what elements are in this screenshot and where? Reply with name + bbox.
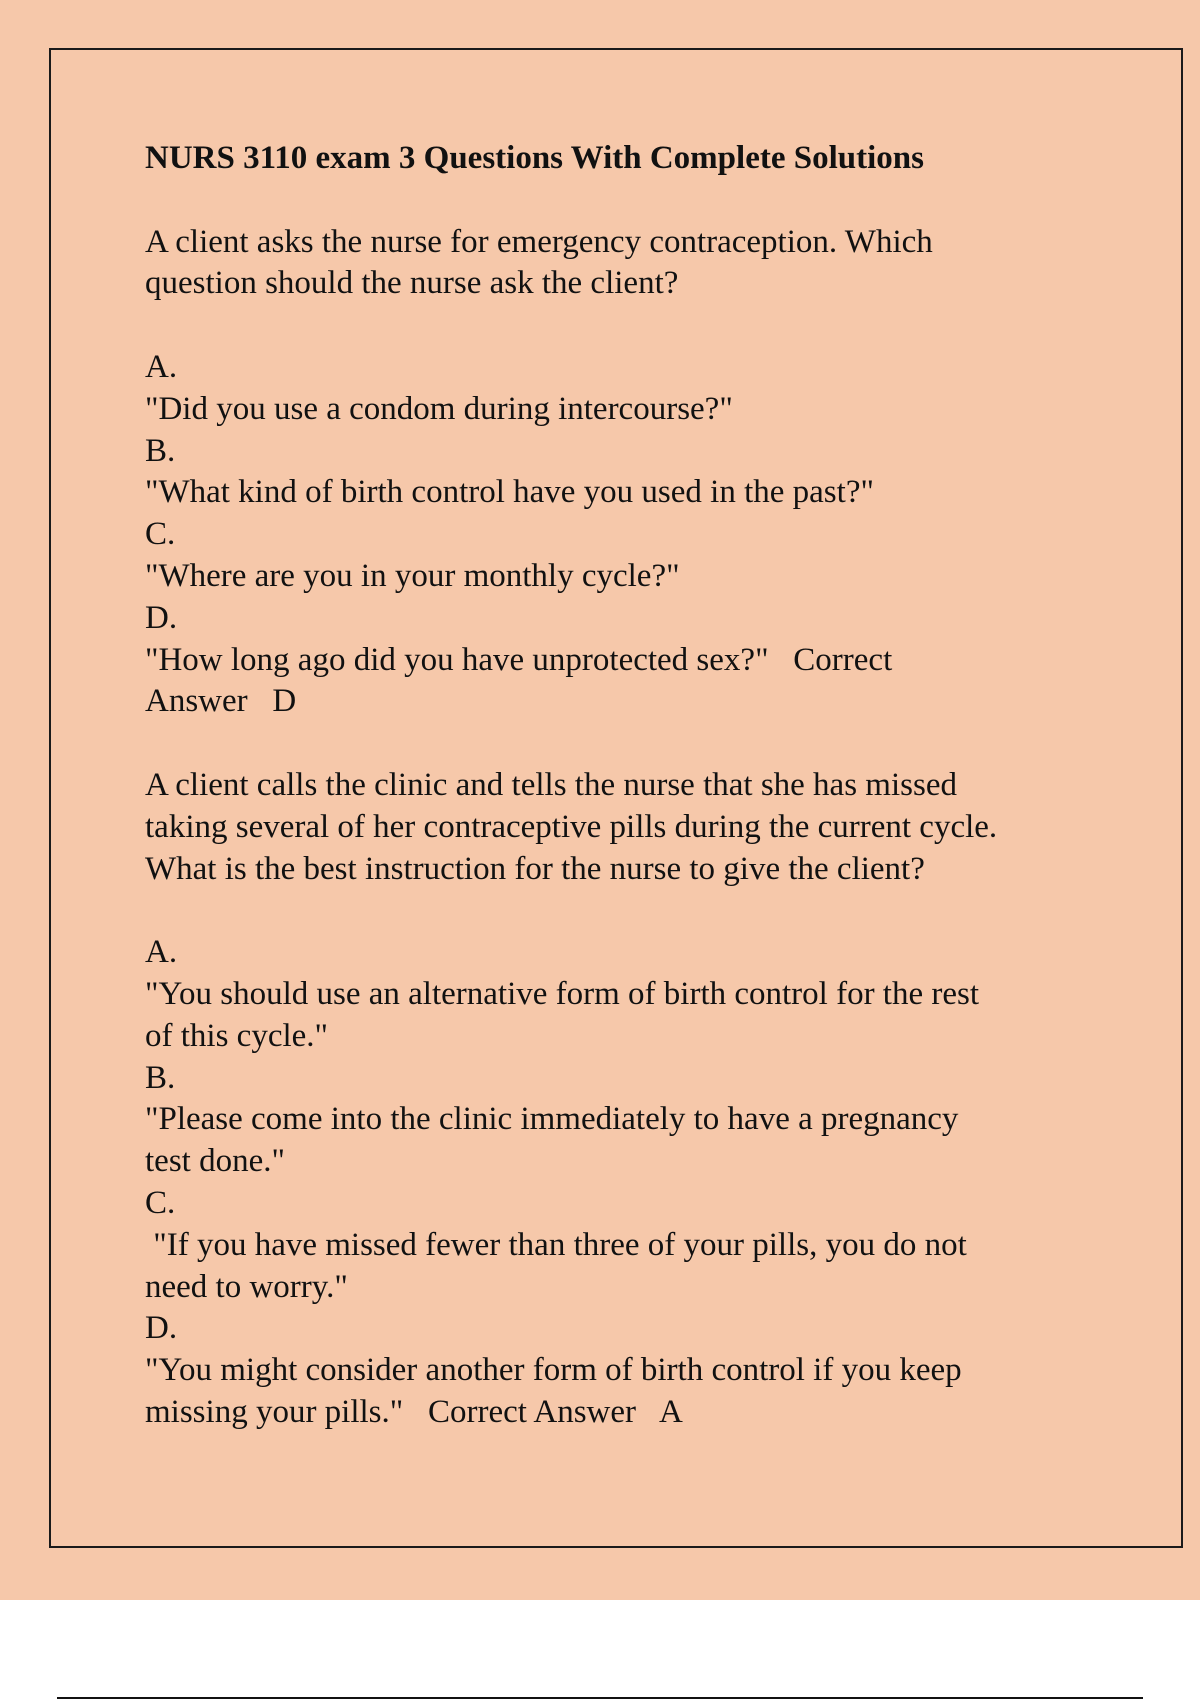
option-text: "How long ago did you have unprotected sex?" Correct: [145, 641, 893, 678]
question-1-options: [145, 347, 1105, 723]
correct-answer: missing your pills." Correct Answer A: [145, 1393, 683, 1430]
option-letter: D.: [145, 1310, 178, 1347]
spacer: [145, 723, 1105, 765]
option-text: "If you have missed fewer than three of your pills, you do not: [145, 1226, 967, 1263]
option-letter: B.: [145, 432, 176, 469]
option-text: test done.": [145, 1143, 285, 1180]
question-stem-line: What is the best instruction for the nurse to give the client?: [145, 850, 925, 887]
question-1: [145, 222, 1105, 724]
question-2: [145, 765, 1105, 1434]
document-body: [145, 138, 1105, 1434]
correct-answer: Answer D: [145, 683, 297, 720]
option-text: "Where are you in your monthly cycle?": [145, 557, 680, 594]
option-letter: D.: [145, 599, 178, 636]
option-letter: C.: [145, 1184, 176, 1221]
spacer: [145, 890, 1105, 932]
spacer: [145, 305, 1105, 347]
option-letter: C.: [145, 516, 176, 553]
question-stem-line: A client calls the clinic and tells the nurse that she has missed: [145, 766, 957, 803]
question-2-options: [145, 932, 1105, 1434]
question-stem-line: taking several of her contraceptive pills during the current cycle.: [145, 808, 998, 845]
option-text: "What kind of birth control have you used in the past?": [145, 474, 874, 511]
question-stem-line: question should the nurse ask the client?: [145, 265, 679, 302]
option-text: of this cycle.": [145, 1017, 328, 1054]
option-text: need to worry.": [145, 1268, 348, 1305]
option-letter: A.: [145, 934, 178, 971]
footer-rule: [57, 1697, 1143, 1699]
question-stem-line: A client asks the nurse for emergency contraception. Which: [145, 223, 933, 260]
question-1-stem: [145, 222, 1105, 306]
spacer: [145, 180, 1105, 222]
option-letter: B.: [145, 1059, 176, 1096]
option-text: "Please come into the clinic immediately to have a pregnancy: [145, 1101, 959, 1138]
question-2-stem: [145, 765, 1105, 890]
option-text: "You should use an alternative form of birth control for the rest: [145, 975, 980, 1012]
option-text: "Did you use a condom during intercourse?": [145, 390, 733, 427]
option-text: "You might consider another form of birth control if you keep: [145, 1352, 962, 1389]
document-title: NURS 3110 exam 3 Questions With Complete Solutions: [145, 140, 924, 176]
option-letter: A.: [145, 348, 178, 385]
